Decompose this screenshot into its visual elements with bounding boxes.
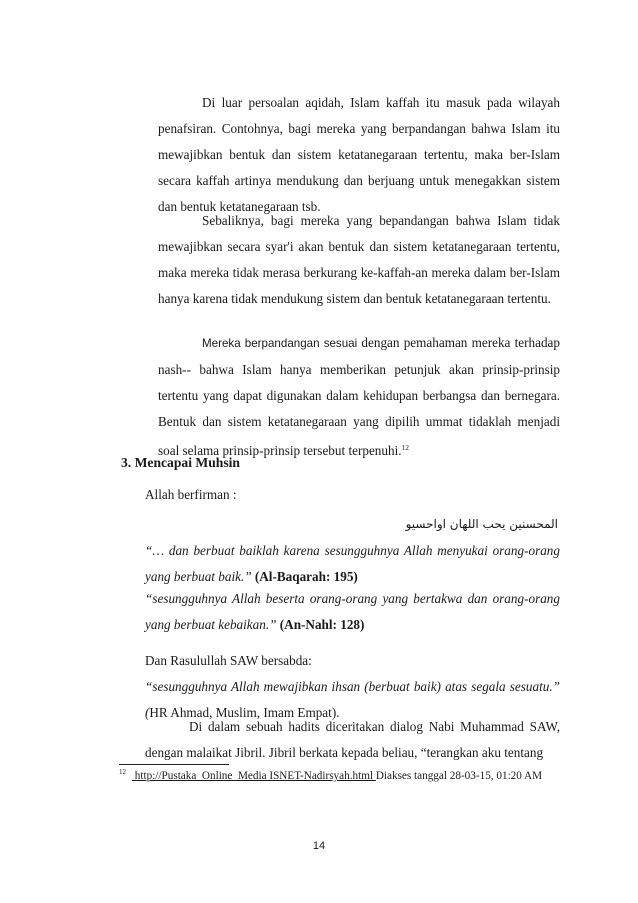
page-number: 14 [312,840,326,852]
footnote-number: 12 [119,768,126,776]
rasul-intro: Dan Rasulullah SAW bersabda: [145,653,312,668]
quote-1-text: “… dan berbuat baiklah karena sesungguhnya Allah menyukai orang-orang yang berbuat baik.” [145,543,560,584]
paragraph-2: Sebaliknya, bagi mereka yang bepandangan bahwa Islam tidak mewajibkan secara syar'i akan bentuk dan sistem ketatanegaraan tertentu, maka mereka tidak merasa berkurang ke-kaffah-an mereka dalam ber-Islam hanya karena tidak mendukung sistem dan bentuk ketatanegaraan tertentu. [158,213,560,306]
footnote-reference: 12 [401,443,410,452]
quote-2-source: (An-Nahl: 128) [279,617,365,632]
paragraph-3-text: dengan pemahaman mereka terhadap nash-- bahwa Islam hanya memberikan petunjuk akan prinsip-prinsip tertentu yang dapat digunakan dalam kehidupan berbangsa dan bernegara. Bentuk dan sistem ketatanegaraan yang dipilih ummat tidaklah menjadi soal selama prinsip-prinsip tersebut terpenuhi. [158,335,561,458]
footnote-accessed: Diakses tanggal 28-03-15, 01:20 AM [375,770,543,782]
footnote [119,768,542,782]
section-heading: 3. Mencapai Muhsin [121,455,240,470]
allah-berfirman: Allah berfirman : [145,487,237,502]
paragraph-3 [158,330,560,464]
hadith-paren: ( [145,705,150,720]
footnote-link[interactable]: http://Pustaka_Online_Media ISNET-Nadirsyah.html [132,770,376,782]
paragraph-4: Di dalam sebuah hadits diceritakan dialog Nabi Muhammad SAW, dengan malaikat Jibril. Jibril berkata kepada beliau, “terangkan aku tentang [145,719,560,760]
quote-al-baqarah [145,538,560,590]
arabic-verse: المحسنين يحب اللهان اواحسيو [405,517,558,531]
paragraph-1: Di luar persoalan aqidah, Islam kaffah itu masuk pada wilayah penafsiran. Contohnya, bagi mereka yang berpandangan bahwa Islam itu mewajibkan bentuk dan sistem ketatanegaraan tertentu, maka ber-Islam secara kaffah artinya mendukung dan berjuang untuk menegakkan sistem dan bentuk ketatanegaraan tsb. [158,95,560,214]
quote-2-text: “sesungguhnya Allah beserta orang-orang yang bertakwa dan orang-orang yang berbuat kebaikan.” [145,591,560,632]
quote-1-source: (Al-Baqarah: 195) [254,569,358,584]
hadith-source: HR Ahmad, Muslim, Imam Empat). [149,705,340,720]
hadith-text: “sesungguhnya Allah mewajibkan ihsan (berbuat baik) atas segala sesuatu.” [145,679,560,694]
quote-an-nahl [145,586,560,638]
footnote-separator [119,764,229,765]
paragraph-3-lead: Mereka berpandangan sesuai [202,337,358,350]
